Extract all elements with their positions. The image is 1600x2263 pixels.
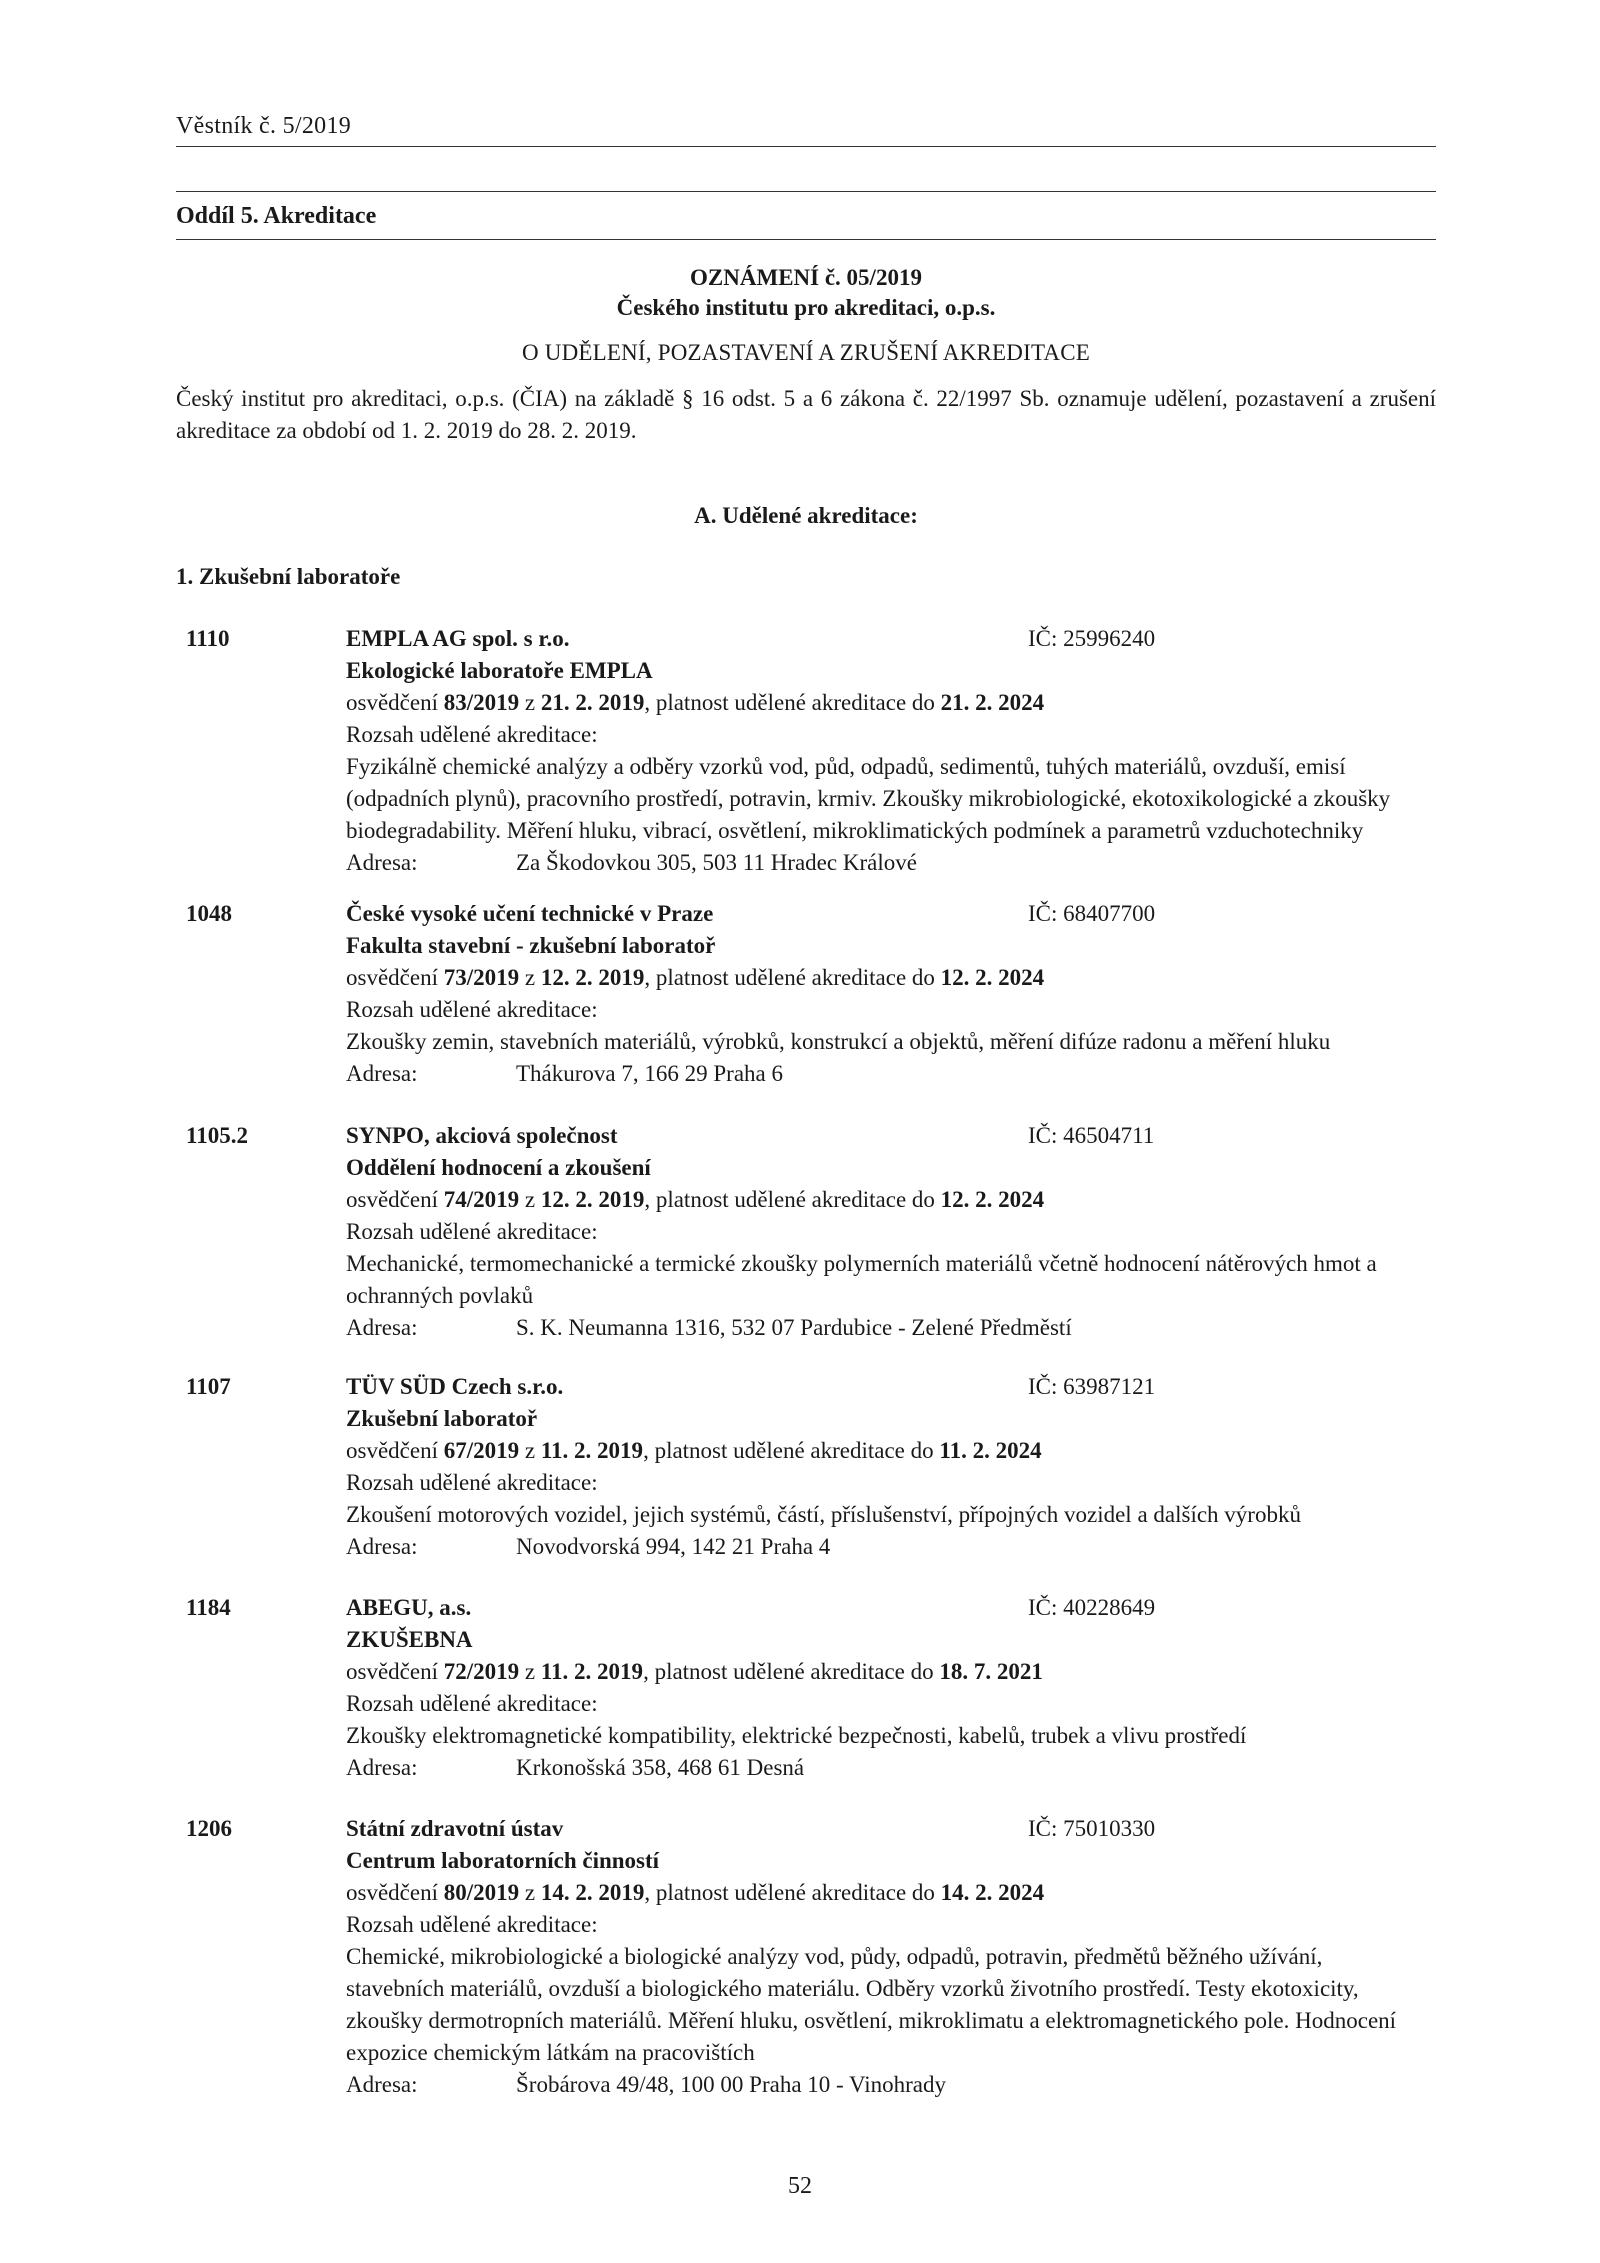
certificate-from-label: z [524,1187,536,1212]
accreditation-entry [176,623,1436,879]
valid-until: 12. 2. 2024 [940,965,1045,990]
entry-address-row [176,1058,1436,1090]
entry-scope: Fyzikálně chemické analýzy a odběry vzorků vod, půd, odpadů, sedimentů, tuhých materiálů, ovzduší, emisí (odpadních plynů), pracovního prostředí, potravin, krmiv. Zkoušky mikrobiologické, ekotoxikologické a zkoušky biodegradability. Měření hluku, vibrací, osvětlení, mikroklimatických podmínek a parametrů vzduchotechniky [346,754,1391,843]
entry-scope: Zkoušení motorových vozidel, jejich systémů, částí, příslušenství, přípojných vozidel a dalších výrobků [346,1502,1301,1527]
entry-certificate [176,1877,1436,1909]
entry-code: 1110 [186,626,230,651]
certificate-number: 72/2019 [443,1659,520,1684]
entry-certificate [176,1656,1436,1688]
certificate-from-label: z [524,1880,536,1905]
validity-label: , platnost udělené akreditace do [644,1187,935,1212]
validity-label: , platnost udělené akreditace do [644,1880,935,1905]
address-label: Adresa: [346,1315,418,1340]
entry-organization: SYNPO, akciová společnost [346,1123,618,1148]
validity-label: , platnost udělené akreditace do [644,965,935,990]
certificate-number: 83/2019 [443,690,520,715]
section-rule-top [176,191,1436,192]
accreditation-entry [176,1120,1436,1344]
entry-ico: IČ: 75010330 [1028,1816,1156,1841]
entry-address-row [176,1531,1436,1563]
validity-label: , platnost udělené akreditace do [643,1659,934,1684]
scope-label: Rozsah udělené akreditace: [346,1691,598,1716]
address-label: Adresa: [346,1755,418,1780]
entry-code: 1048 [186,901,232,926]
entry-address-row [176,847,1436,879]
scope-label: Rozsah udělené akreditace: [346,1912,598,1937]
scope-label: Rozsah udělené akreditace: [346,997,598,1022]
scope-label: Rozsah udělené akreditace: [346,1219,598,1244]
section-rule-bottom [176,239,1436,240]
accreditation-entry [176,1371,1436,1563]
entry-address-row [176,2069,1436,2101]
certificate-number: 73/2019 [443,965,520,990]
certificate-label: osvědčení [346,1438,438,1463]
entry-code: 1107 [186,1374,231,1399]
entry-address: Za Škodovkou 305, 503 11 Hradec Králové [516,850,917,875]
certificate-date: 12. 2. 2019 [540,965,645,990]
scope-label: Rozsah udělené akreditace: [346,722,598,747]
certificate-label: osvědčení [346,1880,438,1905]
entry-unit: Ekologické laboratoře EMPLA [346,658,653,683]
certificate-label: osvědčení [346,1187,438,1212]
valid-until: 18. 7. 2021 [939,1659,1043,1684]
certificate-label: osvědčení [346,965,438,990]
certificate-from-label: z [524,1438,536,1463]
entry-scope: Zkoušky elektromagnetické kompatibility, elektrické bezpečnosti, kabelů, trubek a vlivu prostředí [346,1723,1247,1748]
certificate-date: 14. 2. 2019 [540,1880,645,1905]
valid-until: 12. 2. 2024 [940,1187,1045,1212]
entry-certificate [176,1184,1436,1216]
entry-address-row [176,1312,1436,1344]
page-number: 52 [788,2173,812,2199]
certificate-date: 11. 2. 2019 [540,1438,644,1463]
entry-ico: IČ: 68407700 [1028,901,1156,926]
address-label: Adresa: [346,2072,418,2097]
entry-unit: Centrum laboratorních činností [346,1848,660,1873]
entry-ico: IČ: 25996240 [1028,626,1156,651]
entry-organization: ABEGU, a.s. [346,1595,472,1620]
validity-label: , platnost udělené akreditace do [643,1438,934,1463]
header-rule [176,146,1436,147]
valid-until: 21. 2. 2024 [940,690,1045,715]
entry-organization: Státní zdravotní ústav [346,1816,564,1841]
entry-unit: Zkušební laboratoř [346,1406,538,1431]
certificate-from-label: z [524,1659,536,1684]
scope-label: Rozsah udělené akreditace: [346,1470,598,1495]
accreditation-entry [176,1592,1436,1784]
entry-organization: EMPLA AG spol. s r.o. [346,626,570,651]
entry-code: 1184 [186,1595,231,1620]
accreditation-entry [176,1813,1436,2101]
entry-unit: ZKUŠEBNA [346,1627,473,1652]
certificate-date: 21. 2. 2019 [540,690,645,715]
certificate-label: osvědčení [346,690,438,715]
entry-scope: Mechanické, termomechanické a termické zkoušky polymerních materiálů včetně hodnocení nátěrových hmot a ochranných povlaků [346,1251,1377,1308]
certificate-number: 74/2019 [443,1187,520,1212]
entry-certificate [176,687,1436,719]
entry-address: Thákurova 7, 166 29 Praha 6 [516,1061,783,1086]
announcement-title: OZNÁMENÍ č. 05/2019 [690,265,922,290]
category-heading: 1. Zkušební laboratoře [176,564,401,589]
certificate-date: 12. 2. 2019 [540,1187,645,1212]
entry-certificate [176,962,1436,994]
entry-code: 1105.2 [186,1123,248,1148]
entry-code: 1206 [186,1816,232,1841]
entry-address: Novodvorská 994, 142 21 Praha 4 [516,1534,831,1559]
certificate-label: osvědčení [346,1659,438,1684]
address-label: Adresa: [346,850,418,875]
section-title: Oddíl 5. Akreditace [176,203,377,229]
entry-ico: IČ: 46504711 [1028,1123,1155,1148]
certificate-number: 80/2019 [443,1880,520,1905]
validity-label: , platnost udělené akreditace do [644,690,935,715]
entry-address: S. K. Neumanna 1316, 532 07 Pardubice - Zelené Předměstí [516,1315,1072,1340]
certificate-number: 67/2019 [443,1438,520,1463]
valid-until: 14. 2. 2024 [940,1880,1045,1905]
address-label: Adresa: [346,1061,418,1086]
accreditation-entry [176,898,1436,1090]
valid-until: 11. 2. 2024 [939,1438,1042,1463]
entry-scope: Chemické, mikrobiologické a biologické analýzy vod, půdy, odpadů, potravin, předmětů běžného užívání, stavebních materiálů, ovzduší a biologického materiálu. Odběry vzorků životního prostředí. Testy ekotoxicity, zkoušky dermotropních materiálů. Měření hluku, osvětlení, mikroklimatu a elektromagnetického pole. Hodnocení expozice chemickým látkám na pracovištích [346,1944,1397,2065]
entry-address: Krkonošská 358, 468 61 Desná [516,1755,805,1780]
entry-scope: Zkoušky zemin, stavebních materiálů, výrobků, konstrukcí a objektů, měření difúze radonu a měření hluku [346,1029,1331,1054]
entry-ico: IČ: 63987121 [1028,1374,1156,1399]
entry-organization: České vysoké učení technické v Praze [346,901,714,926]
entry-unit: Oddělení hodnocení a zkoušení [346,1155,651,1180]
entry-ico: IČ: 40228649 [1028,1595,1156,1620]
entry-certificate [176,1435,1436,1467]
certificate-from-label: z [524,690,536,715]
running-header: Věstník č. 5/2019 [176,113,352,139]
certificate-from-label: z [524,965,536,990]
entry-organization: TÜV SÜD Czech s.r.o. [346,1374,564,1399]
announcement-intro: Český institut pro akreditaci, o.p.s. (ČIA) na základě § 16 odst. 5 a 6 zákona č. 22/1997 Sb. oznamuje udělení, pozastavení a zrušení akreditace za období od 1. 2. 2019 do 28. 2. 2019. [176,386,1436,443]
announcement-issuer: Českého institutu pro akreditaci, o.p.s. [616,295,996,320]
announcement-subject: O UDĚLENÍ, POZASTAVENÍ A ZRUŠENÍ AKREDITACE [522,340,1090,365]
address-label: Adresa: [346,1534,418,1559]
certificate-date: 11. 2. 2019 [540,1659,644,1684]
entry-address: Šrobárova 49/48, 100 00 Praha 10 - Vinohrady [516,2072,947,2097]
entry-address-row [176,1752,1436,1784]
part-heading: A. Udělené akreditace: [694,503,918,528]
entry-unit: Fakulta stavební - zkušební laboratoř [346,933,716,958]
